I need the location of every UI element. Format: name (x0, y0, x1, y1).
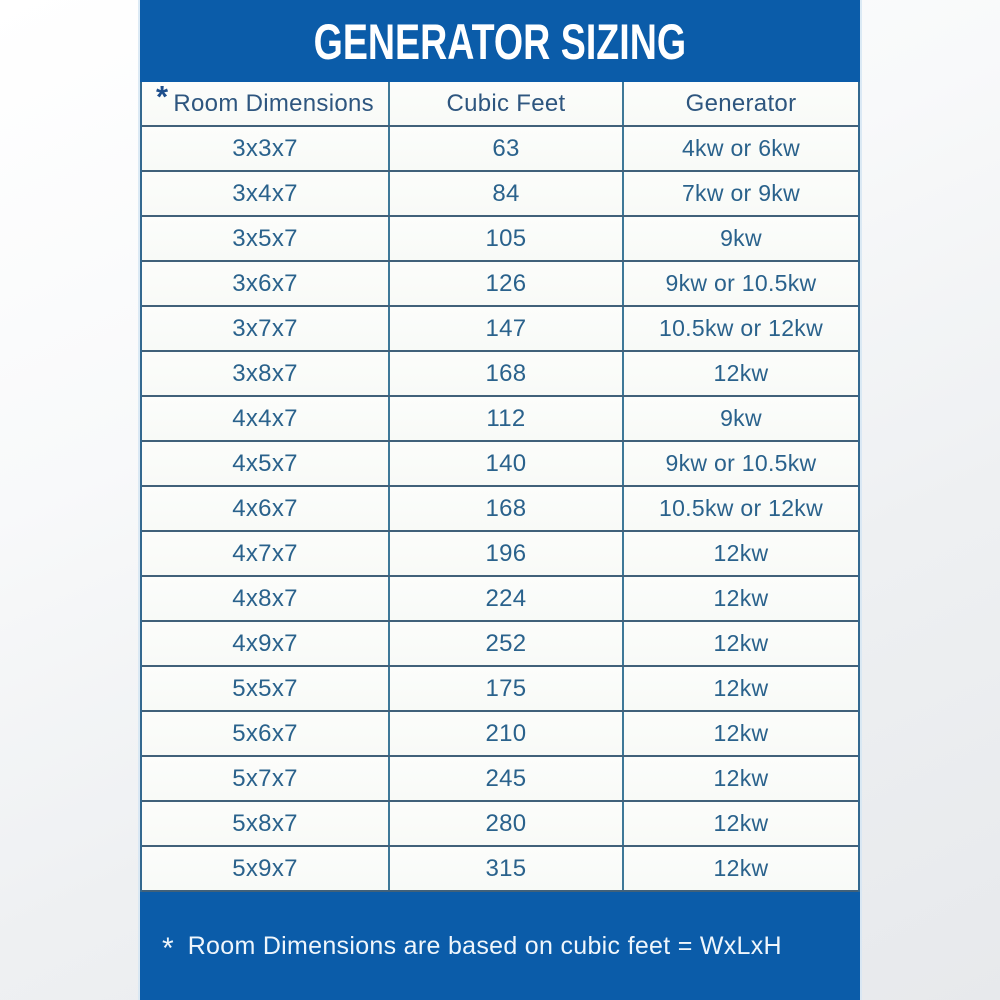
cubic-feet-cell: 84 (390, 172, 624, 215)
cubic-feet-cell: 252 (390, 622, 624, 665)
table-row (142, 667, 858, 712)
room-dimensions-cell: 5x7x7 (142, 757, 390, 800)
table-row (142, 307, 858, 352)
footnote-text: Room Dimensions are based on cubic feet = WxLxH (187, 931, 782, 960)
generator-cell: 10.5kw or 12kw (659, 315, 823, 341)
room-dimensions-cell: 3x6x7 (142, 262, 390, 305)
cubic-feet-cell: 175 (390, 667, 624, 710)
generator-sizing-card (140, 0, 860, 1000)
cubic-feet-cell: 210 (390, 712, 624, 755)
table-row (142, 577, 858, 622)
generator-cell: 4kw or 6kw (681, 135, 801, 161)
cubic-feet-cell: 280 (390, 802, 624, 845)
table-row (142, 487, 858, 532)
table-row (142, 802, 858, 847)
room-dimensions-cell: 5x6x7 (142, 712, 390, 755)
column-header-label: Room Dimensions (173, 89, 374, 117)
room-dimensions-cell: 4x8x7 (142, 577, 390, 620)
generator-cell: 12kw (713, 810, 769, 836)
column-header-room-dimensions (142, 78, 390, 125)
cubic-feet-cell: 168 (390, 352, 624, 395)
table-row (142, 622, 858, 667)
table-row (142, 712, 858, 757)
room-dimensions-cell: 5x5x7 (142, 667, 390, 710)
title-bar (140, 0, 860, 82)
cubic-feet-cell: 140 (390, 442, 624, 485)
room-dimensions-cell: 3x5x7 (142, 217, 390, 260)
generator-cell: 9kw or 10.5kw (665, 450, 817, 476)
table-row (142, 217, 858, 262)
table-body (142, 127, 858, 892)
table-row (142, 262, 858, 307)
room-dimensions-cell: 4x7x7 (142, 532, 390, 575)
generator-cell: 12kw (713, 585, 769, 611)
cubic-feet-cell: 168 (390, 487, 624, 530)
generator-cell: 12kw (713, 720, 769, 746)
generator-cell: 7kw or 9kw (681, 180, 801, 206)
room-dimensions-cell: 5x8x7 (142, 802, 390, 845)
table-header-row (142, 78, 858, 127)
column-header-label: Generator (685, 89, 797, 117)
table-row (142, 442, 858, 487)
generator-cell: 12kw (713, 360, 769, 386)
room-dimensions-cell: 3x8x7 (142, 352, 390, 395)
table-row (142, 532, 858, 577)
cubic-feet-cell: 196 (390, 532, 624, 575)
page-title: GENERATOR SIZING (313, 12, 687, 70)
generator-cell: 9kw (720, 225, 762, 251)
room-dimensions-cell: 3x3x7 (142, 127, 390, 170)
cubic-feet-cell: 126 (390, 262, 624, 305)
room-dimensions-cell: 4x6x7 (142, 487, 390, 530)
cubic-feet-cell: 112 (390, 397, 624, 440)
table-row (142, 397, 858, 442)
generator-cell: 12kw (713, 765, 769, 791)
generator-sizing-table (140, 78, 860, 892)
cubic-feet-cell: 105 (390, 217, 624, 260)
table-row (142, 352, 858, 397)
column-header-cubic-feet (390, 82, 624, 125)
generator-cell: 9kw (720, 405, 762, 431)
generator-cell: 12kw (713, 675, 769, 701)
generator-cell: 12kw (713, 540, 769, 566)
generator-cell: 12kw (713, 855, 769, 881)
cubic-feet-cell: 147 (390, 307, 624, 350)
generator-cell: 12kw (713, 630, 769, 656)
table-row (142, 172, 858, 217)
cubic-feet-cell: 224 (390, 577, 624, 620)
cubic-feet-cell: 315 (390, 847, 624, 890)
asterisk-marker: * (156, 78, 169, 114)
room-dimensions-cell: 4x9x7 (142, 622, 390, 665)
table-row (142, 757, 858, 802)
room-dimensions-cell: 3x7x7 (142, 307, 390, 350)
room-dimensions-cell: 4x4x7 (142, 397, 390, 440)
cubic-feet-cell: 245 (390, 757, 624, 800)
generator-cell: 9kw or 10.5kw (665, 270, 817, 296)
room-dimensions-cell: 4x5x7 (142, 442, 390, 485)
room-dimensions-cell: 3x4x7 (142, 172, 390, 215)
column-header-generator (624, 82, 858, 125)
generator-cell: 10.5kw or 12kw (659, 495, 823, 521)
room-dimensions-cell: 5x9x7 (142, 847, 390, 890)
column-header-label: Cubic Feet (446, 89, 566, 117)
cubic-feet-cell: 63 (390, 127, 624, 170)
footnote-band: * Room Dimensions are based on cubic feet = WxLxH (140, 892, 860, 1000)
table-row (142, 847, 858, 892)
table-row (142, 127, 858, 172)
